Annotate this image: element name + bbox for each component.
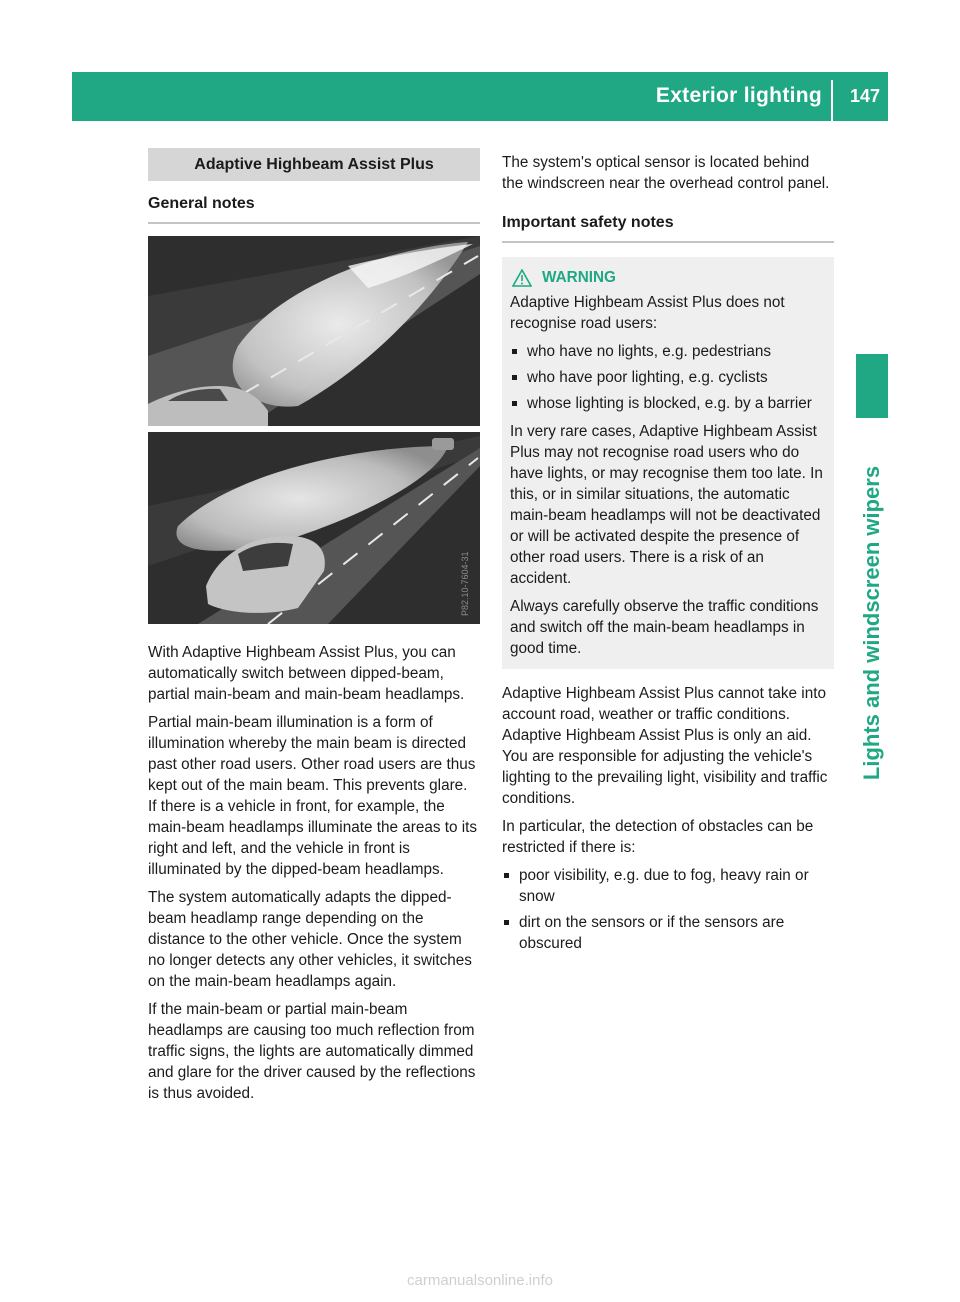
page-header (72, 72, 888, 121)
left-column (148, 148, 480, 1111)
warning-lead: Adaptive Highbeam Assist Plus does not recognise road users: (510, 294, 785, 332)
list-item: poor visibility, e.g. due to fog, heavy rain or snow (502, 865, 834, 907)
list-item: who have no lights, e.g. pedestrians (510, 341, 826, 362)
warning-triangle-icon (512, 269, 532, 287)
paragraph: Adaptive Highbeam Assist Plus cannot take into account road, weather or traffic conditions. Adaptive Highbeam Assist Plus is only an aid. You are responsible for adjusting the vehicle's lighting to the prevailing light, visibility and traffic conditions. (502, 685, 828, 807)
warning-title (510, 267, 826, 288)
paragraph: If the main-beam or partial main-beam headlamps are causing too much reflection from traffic signs, the lights are automatically dimmed and glare for the driver caused by the reflections is thus avoided. (148, 1001, 476, 1102)
warning-body: In very rare cases, Adaptive Highbeam Assist Plus may not recognise road users who do have lights, or may recognise them too late. In this, or in similar situations, the automatic main-beam headlamps will not be deactivated or will be activated despite the presence of other road users. There is a risk of an accident. (510, 423, 823, 587)
paragraph: The system automatically adapts the dipped-beam headlamp range depending on the distance to the other vehicle. Once the system no longer detects any other vehicles, it switches on the main-beam headlamps again. (148, 889, 472, 990)
figure-code: P82.10-7604-31 (460, 551, 470, 616)
chapter-label-text: Lights and windscreen wipers (859, 465, 884, 781)
obstacle-list (502, 865, 834, 954)
warning-title-text: WARNING (542, 269, 616, 286)
page-number: 147 (849, 86, 880, 106)
right-column (502, 152, 834, 961)
chapter-label (853, 440, 891, 806)
general-notes-heading: General notes (148, 193, 480, 224)
warning-list (510, 341, 826, 414)
paragraph: With Adaptive Highbeam Assist Plus, you can automatically switch between dipped-beam, partial main-beam and main-beam headlamps. (148, 644, 465, 703)
headlamp-illustration-svg (148, 236, 480, 624)
headlamp-illustration (148, 236, 480, 624)
section-heading: Adaptive Highbeam Assist Plus (148, 148, 480, 181)
paragraph: In particular, the detection of obstacles can be restricted if there is: (502, 818, 814, 856)
list-item: who have poor lighting, e.g. cyclists (510, 367, 826, 388)
paragraph: Partial main-beam illumination is a form of illumination whereby the main beam is directed past other road users. Other road users are thus kept out of the main beam. This prevents glare. If there is a vehicle in front, for example, the main-beam headlamps illuminate the areas to its right and left, and the vehicle in front is illuminated by the dipped-beam headlamps. (148, 714, 478, 878)
watermark: carmanualsonline.info (407, 1272, 553, 1289)
list-item: dirt on the sensors or if the sensors are obscured (502, 912, 834, 954)
header-divider (831, 80, 833, 121)
warning-closing: Always carefully observe the traffic conditions and switch off the main-beam headlamps in good time. (510, 598, 819, 657)
section-title: Exterior lighting (655, 84, 822, 107)
sensor-location-text: The system's optical sensor is located behind the windscreen near the overhead control panel. (502, 154, 830, 192)
list-item: whose lighting is blocked, e.g. by a barrier (510, 393, 826, 414)
warning-box (502, 257, 834, 669)
safety-notes-heading: Important safety notes (502, 212, 834, 243)
chapter-tab (856, 354, 888, 418)
oncoming-car-icon (432, 438, 454, 450)
